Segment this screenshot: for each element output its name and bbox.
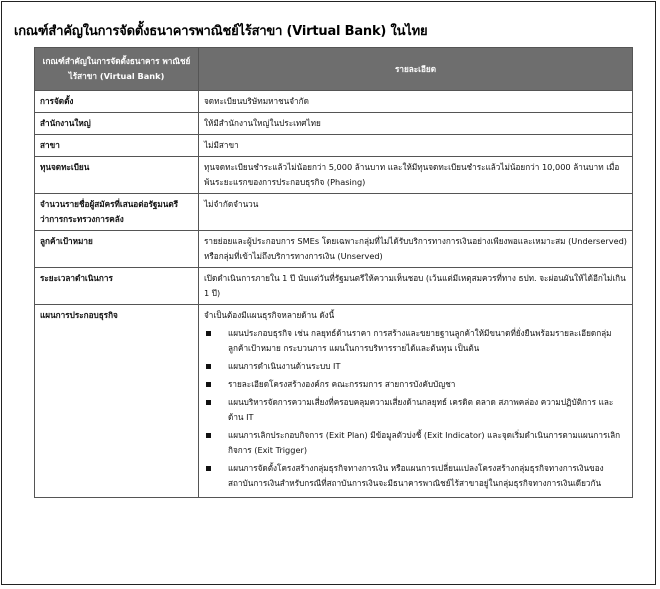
- list-item: แผนการจัดตั้งโครงสร้างกลุ่มธุรกิจทางการเงิน หรือแผนการเปลี่ยนแปลงโครงสร้างกลุ่มธุรกิจทางการเงินของสถาบันการเงินสำหรับกรณีที่สถาบันการเงินจะมีธนาคารพาณิชย์ไร้สาขาอยู่ในกลุ่มธุรกิจทางการเงินเดียวกัน: [228, 461, 627, 491]
- table-row: [35, 231, 633, 268]
- table-row: [35, 91, 633, 113]
- list-item: แผนการดำเนินงานด้านระบบ IT: [228, 359, 627, 374]
- list-item: แผนการเลิกประกอบกิจการ (Exit Plan) มีข้อมูลตัวบ่งชี้ (Exit Indicator) และจุดเริ่มดำเนินการตามแผนการเลิกกิจการ (Exit Trigger): [228, 428, 627, 458]
- row-label: สำนักงานใหญ่: [35, 113, 199, 135]
- table-row: [35, 113, 633, 135]
- table-row: [35, 157, 633, 194]
- table-row: [35, 194, 633, 231]
- bullet-square-icon: [206, 331, 211, 336]
- row-detail: ให้มีสำนักงานใหญ่ในประเทศไทย: [199, 113, 633, 135]
- row-label: ระยะเวลาดำเนินการ: [35, 268, 199, 305]
- row-detail: ทุนจดทะเบียนชำระแล้วไม่น้อยกว่า 5,000 ล้านบาท และให้มีทุนจดทะเบียนชำระแล้วไม่น้อยกว่า 10,000 ล้านบาท เมื่อพ้นระยะแรกของการประกอบธุรกิจ (Phasing): [199, 157, 633, 194]
- row-label: ลูกค้าเป้าหมาย: [35, 231, 199, 268]
- row-label: จำนวนรายชื่อผู้สมัครที่เสนอต่อรัฐมนตรีว่าการกระทรวงการคลัง: [35, 194, 199, 231]
- table-header-row: [35, 48, 633, 91]
- row-label: การจัดตั้ง: [35, 91, 199, 113]
- bullet-square-icon: [206, 466, 211, 471]
- row-detail: ไม่มีสาขา: [199, 135, 633, 157]
- list-item: แผนประกอบธุรกิจ เช่น กลยุทธ์ด้านราคา การสร้างและขยายฐานลูกค้าให้มีขนาดที่ยั่งยืนพร้อมรายละเอียดกลุ่มลูกค้าเป้าหมาย กระบวนการ แผนในการบริหารรายได้และต้นทุน เป็นต้น: [228, 326, 627, 356]
- table-row: [35, 268, 633, 305]
- list-item: รายละเอียดโครงสร้างองค์กร คณะกรรมการ สายการบังคับบัญชา: [228, 377, 627, 392]
- row-label: สาขา: [35, 135, 199, 157]
- table-row: [35, 135, 633, 157]
- business-plan-intro: จำเป็นต้องมีแผนธุรกิจหลายด้าน ดังนี้: [204, 310, 335, 320]
- document-title: เกณฑ์สำคัญในการจัดตั้งธนาคารพาณิชย์ไร้สาขา (Virtual Bank) ในไทย: [14, 24, 428, 39]
- business-plan-list: [204, 326, 627, 491]
- table-row-business-plan: [35, 305, 633, 498]
- row-detail-business-plan: [199, 305, 633, 498]
- row-label: แผนการประกอบธุรกิจ: [35, 305, 199, 498]
- header-detail: รายละเอียด: [199, 48, 633, 91]
- row-detail: ไม่จำกัดจำนวน: [199, 194, 633, 231]
- document-frame: [1, 1, 656, 585]
- row-detail: จดทะเบียนบริษัทมหาชนจำกัด: [199, 91, 633, 113]
- header-criteria: เกณฑ์สำคัญในการจัดตั้งธนาคาร พาณิชย์ไร้สาขา (Virtual Bank): [35, 48, 199, 91]
- bullet-square-icon: [206, 382, 211, 387]
- list-item: แผนบริหารจัดการความเสี่ยงที่ครอบคลุมความเสี่ยงด้านกลยุทธ์ เครดิต ตลาด สภาพคล่อง ความปฏิบัติการ และด้าน IT: [228, 395, 627, 425]
- row-detail: เปิดดำเนินการภายใน 1 ปี นับแต่วันที่รัฐมนตรีให้ความเห็นชอบ (เว้นแต่มีเหตุสมควรที่ทาง ธปท. จะผ่อนผันให้ได้อีกไม่เกิน 1 ปี): [199, 268, 633, 305]
- bullet-square-icon: [206, 400, 211, 405]
- bullet-square-icon: [206, 364, 211, 369]
- row-label: ทุนจดทะเบียน: [35, 157, 199, 194]
- criteria-table: [34, 47, 633, 498]
- row-detail: รายย่อยและผู้ประกอบการ SMEs โดยเฉพาะกลุ่มที่ไม่ได้รับบริการทางการเงินอย่างเพียงพอและเหมาะสม (Underserved) หรือกลุ่มที่เข้าไม่ถึงบริการทางการเงิน (Unserved): [199, 231, 633, 268]
- bullet-square-icon: [206, 433, 211, 438]
